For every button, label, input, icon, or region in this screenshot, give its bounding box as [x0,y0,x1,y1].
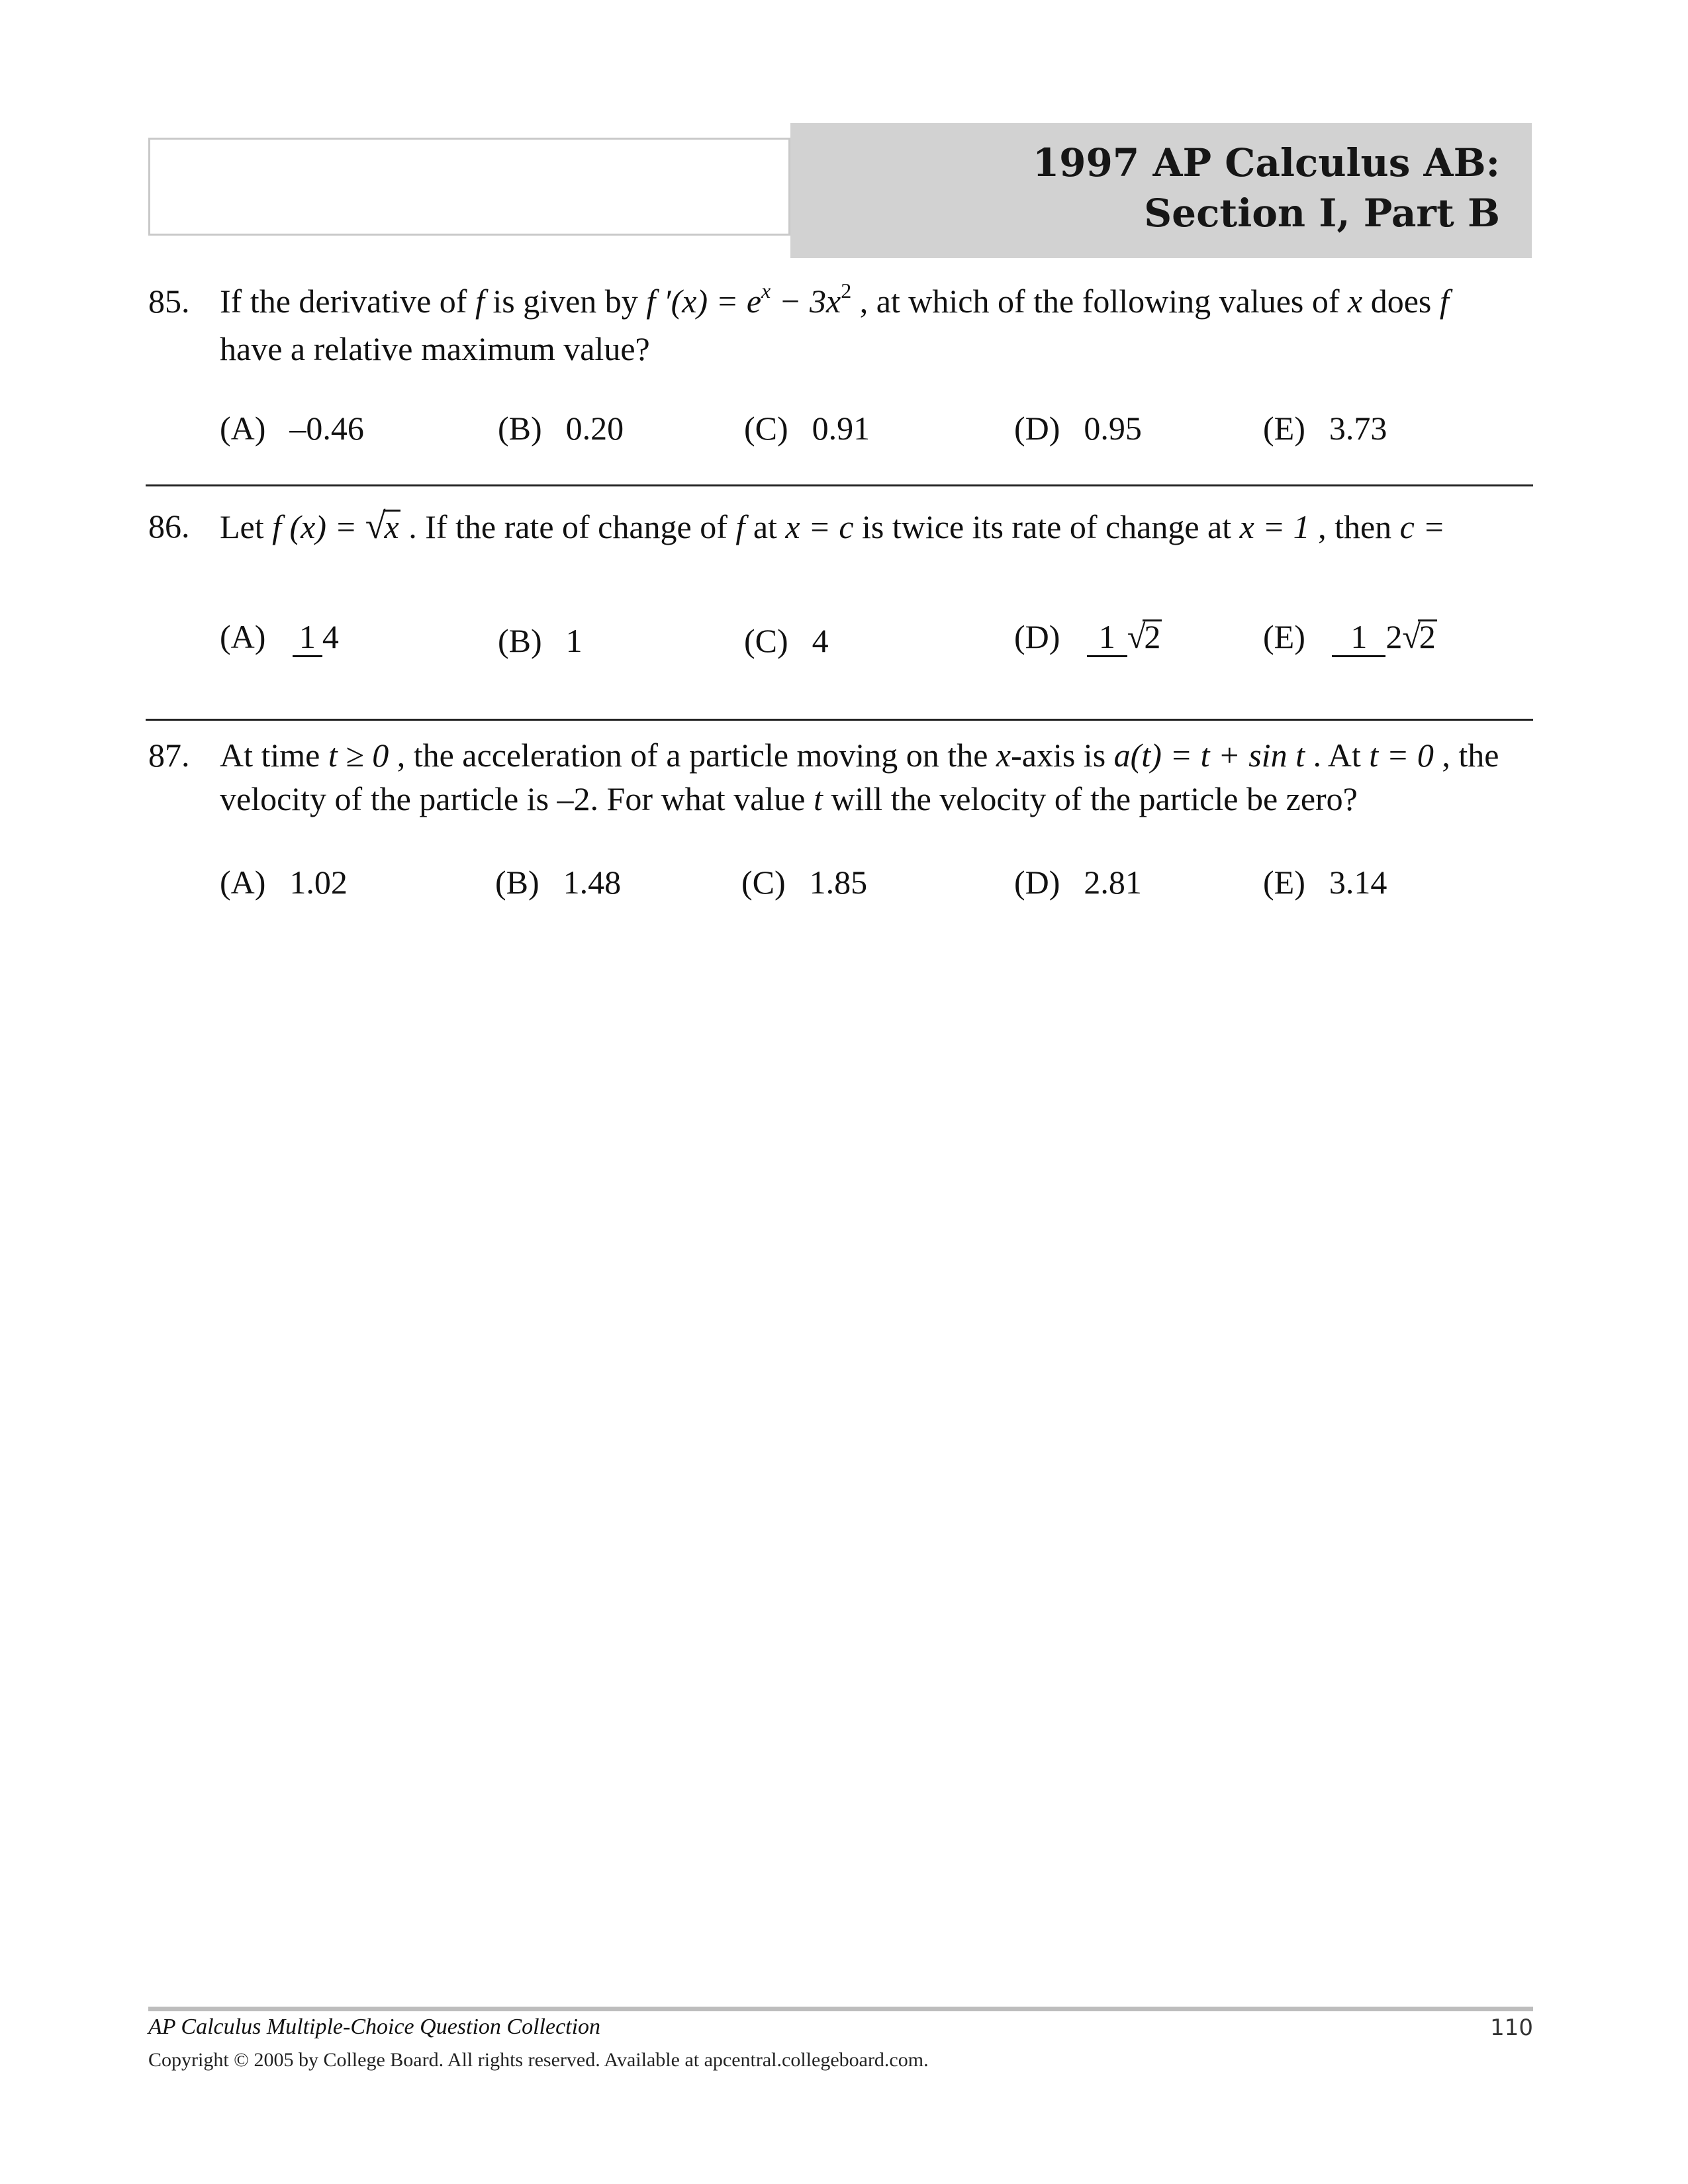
choice-c[interactable]: (C) 1.85 [741,863,868,901]
footer-divider [148,2007,1533,2011]
header-empty-box [148,138,790,236]
page-number: 110 [1490,2015,1533,2041]
choice-d[interactable]: (D) 0.95 [1014,409,1142,447]
page-title [1033,138,1500,238]
answer-choices [220,590,1477,683]
title-line-2: Section I, Part B [1144,191,1500,236]
choice-e[interactable]: (E) 1 2√2 [1263,590,1437,683]
choice-a[interactable]: (A) –0.46 [220,409,364,447]
question-number: 86. [148,508,190,545]
answer-choices [220,402,1477,475]
choice-d[interactable]: (D) 2.81 [1014,863,1142,901]
title-line-1: 1997 AP Calculus AB: [1032,140,1500,185]
question-87 [148,733,1532,919]
question-text: Let f (x) = √x . If the rate of change of f at x = c is twice its rate of change at x = 1 , then c = [220,506,1446,547]
choice-a[interactable]: (A) 1 4 [220,590,339,683]
question-number: 87. [148,737,190,774]
choice-a[interactable]: (A) 1.02 [220,863,348,901]
divider [146,484,1533,486]
question-text [220,279,1530,371]
choice-b[interactable]: (B) 1 [498,621,583,659]
choice-b[interactable]: (B) 0.20 [498,409,624,447]
choice-d[interactable]: (D) 1 √2 [1014,590,1162,683]
question-line-2: have a relative maximum value? [220,330,650,367]
copyright-notice: Copyright © 2005 by College Board. All rights reserved. Available at apcentral.collegeboard.com. [148,2049,929,2071]
question-86 [148,504,1532,703]
question-line-2: velocity of the particle is –2. For what value t will the velocity of the particle be zero? [220,780,1358,817]
choice-c[interactable]: (C) 4 [744,621,829,659]
footer-title: AP Calculus Multiple-Choice Question Collection [148,2015,601,2039]
divider [146,719,1533,721]
question-line-1: At time t ≥ 0 , the acceleration of a particle moving on the x-axis is a(t) = t + sin t . At t = 0 , the [220,737,1499,774]
choice-b[interactable]: (B) 1.48 [495,863,622,901]
choice-c[interactable]: (C) 0.91 [744,409,870,447]
choice-e[interactable]: (E) 3.73 [1263,409,1387,447]
header-banner [790,123,1532,258]
question-85 [148,279,1532,465]
question-text [220,733,1530,821]
question-line-1: If the derivative of f is given by f $'(x) = e^x - 3x^2$ , at which of the following values of x does f [220,279,1449,320]
answer-choices [220,856,1477,929]
question-number: 85. [148,283,190,320]
choice-e[interactable]: (E) 3.14 [1263,863,1387,901]
